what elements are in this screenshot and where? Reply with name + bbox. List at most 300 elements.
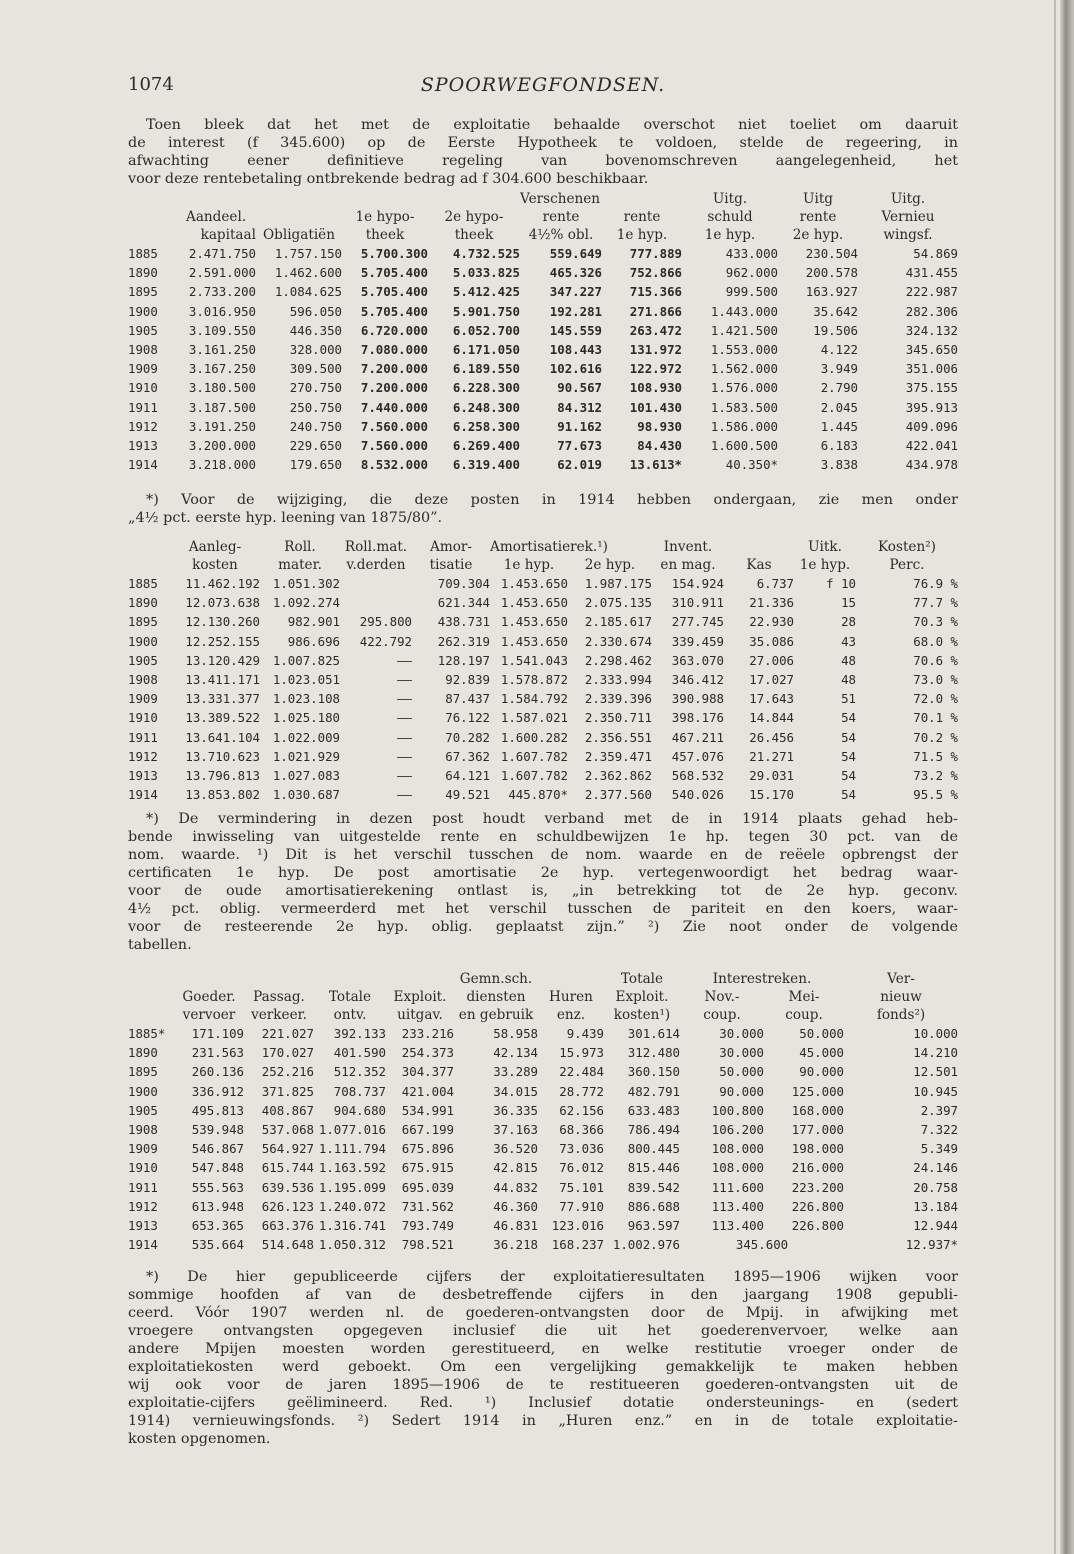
- table-cell: 667.199: [401, 1122, 454, 1138]
- table-header-row: [128, 1006, 958, 1024]
- column-header: Goeder.: [182, 989, 236, 1005]
- table-cell: 534.991: [401, 1102, 454, 1118]
- table-row: [128, 1158, 958, 1177]
- table-cell: 35.642: [813, 303, 858, 319]
- table-row: [128, 1235, 958, 1254]
- table-cell: 309.500: [289, 361, 342, 377]
- table-cell: 2.356.551: [584, 729, 652, 745]
- text-line: bende inwisseling van uitgestelde rente en schuldbewijzen 1e hp. tegen 30 pct. van de: [128, 829, 958, 845]
- column-header: uitgav.: [397, 1007, 443, 1023]
- table-cell: 5.705.400: [360, 303, 428, 319]
- table-cell: 28.772: [559, 1083, 604, 1099]
- table-cell: 798.521: [401, 1237, 454, 1253]
- column-header: kapitaal: [200, 227, 256, 243]
- table-body: [128, 244, 958, 474]
- table-cell: 1.462.600: [274, 265, 342, 281]
- column-header: 2e hyp.: [792, 227, 844, 243]
- column-header: Uitg.: [890, 191, 926, 207]
- table-cell: 168.000: [791, 1102, 845, 1118]
- table-cell: 30.000: [719, 1045, 764, 1061]
- year-cell: 1895: [128, 284, 158, 300]
- table-cell: 68.0 %: [913, 633, 958, 649]
- table-cell: 457.076: [671, 748, 724, 764]
- table-cell: ——: [397, 710, 412, 726]
- table-row: [128, 593, 958, 612]
- table-cell: 222.987: [905, 284, 958, 300]
- column-header: en mag.: [660, 557, 716, 573]
- text-line: *) Voor de wijziging, die deze posten in 1914 hebben ondergaan, zie men onder: [146, 492, 958, 508]
- table-cell: 1.023.051: [272, 672, 340, 688]
- table-cell: 708.737: [333, 1083, 386, 1099]
- table-cell: 1.240.072: [318, 1198, 386, 1214]
- text-line: exploitatie-cijfers geëlimineerd. Red. ¹) Inclusief dotatie ondersteunings- en (sedert: [128, 1395, 958, 1411]
- text-line: de interest (f 345.600) op de Eerste Hypotheek te voldoen, stelde de regeering, in: [128, 135, 958, 151]
- table-cell: 1.607.782: [500, 768, 568, 784]
- table-cell: 675.915: [401, 1160, 454, 1176]
- table-cell: 1.077.016: [318, 1122, 386, 1138]
- column-header: enz.: [556, 1007, 586, 1023]
- table-cell: 1.757.150: [274, 246, 342, 261]
- table-cell: 12.130.260: [185, 614, 260, 630]
- table-row: [128, 670, 958, 689]
- year-cell: 1905: [128, 322, 158, 338]
- table-cell: 777.889: [629, 246, 682, 261]
- year-cell: 1890: [128, 1045, 158, 1061]
- table-cell: 270.750: [289, 380, 342, 396]
- table-cell: 1.443.000: [710, 303, 778, 319]
- table-cell: 13.710.623: [185, 748, 260, 764]
- table-cell: 422.041: [905, 438, 958, 454]
- page-header: [128, 74, 958, 100]
- table-cell: 3.838: [820, 457, 858, 473]
- table-cell: 568.532: [671, 768, 724, 784]
- table-cell: 26.456: [749, 729, 794, 745]
- table-cell: 15: [841, 595, 856, 611]
- year-cell: 1909: [128, 1141, 158, 1157]
- table-header-row: [128, 538, 958, 556]
- table-row: [128, 359, 958, 378]
- table-cell: 95.5 %: [913, 787, 958, 803]
- table-cell: 125.000: [791, 1083, 845, 1099]
- table-cell: 76.9 %: [913, 576, 958, 591]
- year-cell: 1910: [128, 710, 158, 726]
- text-line: certificaten 1e hyp. De post amortisatie 2e hyp. vertegenwoordigt het bedrag waar-: [128, 865, 958, 881]
- table-cell: 128.197: [437, 652, 490, 668]
- table-cell: 1.021.929: [272, 748, 340, 764]
- table-row: [128, 766, 958, 785]
- table-cell: 33.289: [493, 1064, 538, 1080]
- table-cell: 19.506: [813, 322, 858, 338]
- table-cell: 346.412: [671, 672, 724, 688]
- table-row: [128, 1062, 958, 1081]
- table-cell: 72.0 %: [913, 691, 958, 707]
- table-cell: 7.560.000: [360, 438, 428, 454]
- column-header: Kosten²): [878, 539, 936, 555]
- table-cell: 1.022.009: [272, 729, 340, 745]
- table-cell: ——: [397, 787, 412, 803]
- table-row: [128, 612, 958, 631]
- table-cell: 70.282: [445, 729, 490, 745]
- table-cell: 438.731: [437, 614, 490, 630]
- table-cell: 90.000: [719, 1083, 764, 1099]
- table-cell: 793.749: [401, 1218, 454, 1234]
- table-cell: 1.002.976: [612, 1237, 680, 1253]
- table-cell: 21.336: [749, 595, 794, 611]
- table-cell: 421.004: [401, 1083, 454, 1099]
- year-cell: 1910: [128, 1160, 158, 1176]
- year-cell: 1908: [128, 342, 158, 358]
- column-header: Invent.: [663, 539, 713, 555]
- year-cell: 1911: [128, 399, 158, 415]
- table-cell: 17.027: [749, 672, 794, 688]
- table-cell: 49.521: [445, 787, 490, 803]
- table-cell: 540.026: [671, 787, 724, 803]
- table-cell: 559.649: [549, 246, 602, 261]
- table-cell: 2.350.711: [584, 710, 652, 726]
- footnote-table2: [128, 810, 958, 954]
- table-cell: ——: [397, 729, 412, 745]
- table-cell: 24.146: [913, 1160, 959, 1176]
- table-cell: 177.000: [791, 1122, 845, 1138]
- table-cell: 1.316.741: [318, 1218, 386, 1234]
- table-cell: 54: [841, 710, 856, 726]
- table-cell: 13.184: [913, 1198, 959, 1214]
- table-cell: 5.705.400: [360, 284, 428, 300]
- table-cell: 1.987.175: [584, 576, 652, 591]
- table-cell: 1.453.650: [500, 633, 568, 649]
- table-cell: 653.365: [191, 1218, 244, 1234]
- table-row: [128, 263, 958, 282]
- table-assets-amortisation: [128, 538, 958, 804]
- table-cell: 77.7 %: [913, 595, 958, 611]
- year-cell: 1895: [128, 614, 158, 630]
- table-cell: 168.237: [551, 1237, 604, 1253]
- text-line: andere Mpijen moesten worden gerestitueerd, en welke restitutie vroeger onder de: [128, 1341, 958, 1357]
- table-cell: 1.453.650: [500, 595, 568, 611]
- year-cell: 1913: [128, 438, 158, 454]
- table-cell: 7.560.000: [360, 418, 428, 434]
- column-header: kosten: [192, 557, 238, 573]
- table-row: [128, 1120, 958, 1139]
- table-cell: 48: [841, 652, 856, 668]
- table-cell: 260.136: [191, 1064, 244, 1080]
- column-header: Uitg.: [712, 191, 748, 207]
- year-cell: 1913: [128, 768, 158, 784]
- column-header: Aandeel.: [186, 209, 247, 225]
- table-cell: ——: [397, 748, 412, 764]
- table-cell: 6.248.300: [452, 399, 520, 415]
- table-cell: 4.732.525: [452, 246, 520, 261]
- table-cell: 2.339.396: [584, 691, 652, 707]
- table-cell: 6.183: [820, 438, 858, 454]
- table-cell: 2.185.617: [584, 614, 652, 630]
- table-cell: 27.006: [749, 652, 794, 668]
- table-row: [128, 1197, 958, 1216]
- column-header: Amor-: [430, 539, 472, 555]
- table-cell: 13.796.813: [185, 768, 260, 784]
- table-cell: 226.800: [791, 1218, 845, 1234]
- table-cell: 28: [841, 614, 856, 630]
- table-cell: 29.031: [749, 768, 794, 784]
- column-header: mater.: [278, 557, 322, 573]
- column-header: Exploit.: [393, 989, 447, 1005]
- table-cell: 982.901: [287, 614, 340, 630]
- table-cell: 76.012: [559, 1160, 604, 1176]
- table-cell: 108.000: [711, 1141, 764, 1157]
- table-cell: 546.867: [191, 1141, 244, 1157]
- table-cell: 231.563: [191, 1045, 244, 1061]
- table-cell: 6.171.050: [452, 342, 520, 358]
- table-row: [128, 1178, 958, 1197]
- table-cell: 37.163: [493, 1122, 538, 1138]
- column-header: fonds²): [876, 1007, 926, 1023]
- table-cell: 113.400: [711, 1218, 764, 1234]
- table-cell: 639.536: [261, 1179, 314, 1195]
- table-cell: 555.563: [191, 1179, 244, 1195]
- table-cell: 171.109: [191, 1026, 244, 1041]
- table-cell: 675.896: [401, 1141, 454, 1157]
- table-cell: 304.377: [401, 1064, 454, 1080]
- text-line: voor de oude amortisatierekening ontlast is, „in betrekking tot de 2e hyp. geconv.: [128, 883, 958, 899]
- table-cell: 1.111.794: [318, 1141, 386, 1157]
- table-row: [128, 1216, 958, 1235]
- table-cell: 48: [841, 672, 856, 688]
- text-line: tabellen.: [128, 937, 192, 953]
- column-header: 2e hypo-: [444, 209, 504, 225]
- table-cell: 7.440.000: [360, 399, 428, 415]
- table-header-row: [128, 190, 958, 208]
- table-cell: 434.978: [905, 457, 958, 473]
- table-cell: 1.600.282: [500, 729, 568, 745]
- table-cell: 615.744: [261, 1160, 314, 1176]
- table-cell: 252.216: [261, 1064, 314, 1080]
- table-cell: 15.973: [559, 1045, 604, 1061]
- table-cell: 216.000: [791, 1160, 845, 1176]
- table-cell: 904.680: [333, 1102, 386, 1118]
- table-cell: 7.200.000: [360, 361, 428, 377]
- table-cell: 13.411.171: [185, 672, 260, 688]
- table-cell: 4.122: [820, 342, 858, 358]
- table-cell: 3.191.250: [188, 418, 256, 434]
- table-cell: 1.163.592: [318, 1160, 386, 1176]
- text-line: nom. waarde. ¹) Dit is het verschil tusschen de nom. waarde en de reëele opbrengst der: [128, 847, 958, 863]
- table-cell: 108.000: [711, 1160, 764, 1176]
- table-cell: 50.000: [719, 1064, 764, 1080]
- table-cell: 324.132: [905, 322, 958, 338]
- year-cell: 1914: [128, 1237, 158, 1253]
- table-cell: 73.2 %: [913, 768, 958, 784]
- table-cell: 3.109.550: [188, 322, 256, 338]
- table-cell: 70.2 %: [913, 729, 958, 745]
- column-header: v.derden: [346, 557, 406, 573]
- table-header-row: [128, 970, 958, 988]
- table-cell: 731.562: [401, 1198, 454, 1214]
- table-cell: 100.800: [711, 1102, 764, 1118]
- table-row: [128, 417, 958, 436]
- table-row: [128, 1024, 958, 1043]
- column-header: diensten: [466, 989, 526, 1005]
- table-cell: 51: [841, 691, 856, 707]
- table-cell: 8.532.000: [360, 457, 428, 473]
- table-cell: 54: [841, 768, 856, 784]
- year-cell: 1885: [128, 246, 158, 261]
- column-header: Nov.-: [704, 989, 740, 1005]
- footnote-table3: [128, 1268, 958, 1448]
- table-cell: 564.927: [261, 1141, 314, 1157]
- table-cell: 36.335: [493, 1102, 538, 1118]
- column-header: Uitg: [803, 191, 833, 207]
- table-cell: 62.019: [557, 457, 602, 473]
- column-header: rente: [799, 209, 837, 225]
- text-line: kosten opgenomen.: [128, 1431, 271, 1447]
- table-cell: 537.068: [261, 1122, 314, 1138]
- table-cell: 13.331.377: [185, 691, 260, 707]
- table-cell: 7.080.000: [360, 342, 428, 358]
- column-header: wingsf.: [883, 227, 933, 243]
- table-cell: 91.162: [557, 418, 602, 434]
- running-head: SPOORWEGFONDSEN.: [420, 74, 666, 96]
- table-cell: 1.027.083: [272, 768, 340, 784]
- table-cell: 715.366: [629, 284, 682, 300]
- column-header: Aanleg-: [188, 539, 242, 555]
- table-cell: 3.161.250: [188, 342, 256, 358]
- table-cell: 1.421.500: [710, 322, 778, 338]
- year-cell: 1912: [128, 748, 158, 764]
- table-cell: 6.228.300: [452, 380, 520, 396]
- table-cell: 663.376: [261, 1218, 314, 1234]
- table-cell: 1.023.108: [272, 691, 340, 707]
- text-line: „4½ pct. eerste hyp. leening van 1875/80”.: [128, 510, 443, 526]
- year-cell: 1908: [128, 672, 158, 688]
- table-cell: 14.844: [749, 710, 794, 726]
- table-cell: 328.000: [289, 342, 342, 358]
- year-cell: 1890: [128, 265, 158, 281]
- year-cell: 1911: [128, 729, 158, 745]
- table-cell: 12.937*: [905, 1237, 959, 1253]
- table-cell: 102.616: [549, 361, 602, 377]
- year-cell: 1900: [128, 633, 158, 649]
- table-cell: 106.200: [711, 1122, 764, 1138]
- table-cell: 42.815: [493, 1160, 538, 1176]
- table-cell: 13.853.802: [185, 787, 260, 803]
- column-header: Totale: [328, 989, 372, 1005]
- table-cell: 596.050: [289, 303, 342, 319]
- table-cell: 1.586.000: [710, 418, 778, 434]
- table-cell: 12.073.638: [185, 595, 260, 611]
- table-cell: 1.562.000: [710, 361, 778, 377]
- table-cell: 44.832: [493, 1179, 538, 1195]
- table-cell: 2.075.135: [584, 595, 652, 611]
- table-cell: 76.122: [445, 710, 490, 726]
- table-cell: 2.591.000: [188, 265, 256, 281]
- table-cell: 12.501: [913, 1064, 959, 1080]
- table-cell: 1.583.500: [710, 399, 778, 415]
- table-cell: 90.000: [799, 1064, 845, 1080]
- table-cell: [340, 574, 412, 593]
- text-line: Toen bleek dat het met de exploitatie behaalde overschot niet toeliet om daaruit: [146, 117, 958, 133]
- table-cell: 230.504: [805, 246, 858, 261]
- table-cell: 282.306: [905, 303, 958, 319]
- table-cell: 108.930: [629, 380, 682, 396]
- text-line: ceerd. Vóór 1907 werden nl. de goederen-ontvangsten door de Mpij. in afwijking met: [128, 1305, 958, 1321]
- table-header-row: [128, 556, 958, 574]
- column-header: theek: [454, 227, 494, 243]
- table-row: [128, 1082, 958, 1101]
- column-header: schuld: [707, 209, 753, 225]
- table-cell: 43: [841, 633, 856, 649]
- table-cell: 250.750: [289, 399, 342, 415]
- column-header: en gebruik: [458, 1007, 534, 1023]
- year-cell: 1900: [128, 303, 158, 319]
- table-cell: 221.027: [261, 1026, 314, 1041]
- page-edge: [1060, 0, 1074, 1554]
- table-cell: 36.520: [493, 1141, 538, 1157]
- footnote-table1: [128, 491, 958, 527]
- table-cell: 71.5 %: [913, 748, 958, 764]
- table-cell: 1.584.792: [500, 691, 568, 707]
- table-cell: 10.945: [913, 1083, 959, 1099]
- column-header: 1e hypo-: [355, 209, 415, 225]
- text-line: 4½ pct. oblig. vermeerderd met het verschil tusschen de pariteit en den koers, waar-: [128, 901, 958, 917]
- year-cell: 1914: [128, 787, 158, 803]
- intro-paragraph: [128, 116, 958, 188]
- table-cell: 512.352: [333, 1064, 386, 1080]
- table-cell: 2.045: [820, 399, 858, 415]
- table-cell: 295.800: [359, 614, 412, 630]
- table-row: [128, 632, 958, 651]
- column-header: vervoer: [182, 1007, 236, 1023]
- table-cell: 1.578.872: [500, 672, 568, 688]
- column-header: Roll.: [284, 539, 316, 555]
- table-cell: 40.350*: [725, 457, 778, 473]
- table-cell: 113.400: [711, 1198, 764, 1214]
- table-cell: 179.650: [289, 457, 342, 473]
- table-cell: 70.6 %: [913, 652, 958, 668]
- table-cell: 5.412.425: [452, 284, 520, 300]
- year-cell: 1885*: [128, 1026, 166, 1041]
- text-line: vroegere ontvangsten opgegeven inclusief die uit het goederenvervoer, welke aan: [128, 1323, 958, 1339]
- table-cell: 92.839: [445, 672, 490, 688]
- table-cell: 14.210: [913, 1045, 959, 1061]
- table-cell: 3.218.000: [188, 457, 256, 473]
- column-header: 1e hyp.: [503, 557, 555, 573]
- table-cell: 1.453.650: [500, 576, 568, 591]
- table-cell: 13.120.429: [185, 652, 260, 668]
- table-cell: 467.211: [671, 729, 724, 745]
- table-cell: 839.542: [627, 1179, 680, 1195]
- table-cell: 1.607.782: [500, 748, 568, 764]
- table-cell: 6.258.300: [452, 418, 520, 434]
- table-cell: 123.016: [551, 1218, 604, 1234]
- table-cell: 6.269.400: [452, 438, 520, 454]
- table-header-row: [128, 988, 958, 1006]
- column-header: Vernieu: [881, 209, 935, 225]
- column-header: Perc.: [889, 557, 925, 573]
- table-cell: 446.350: [289, 322, 342, 338]
- column-header: 1e hyp.: [616, 227, 668, 243]
- column-header: Roll.mat.: [344, 539, 408, 555]
- table-cell: 198.000: [791, 1141, 845, 1157]
- column-header: verkeer.: [251, 1007, 307, 1023]
- table-cell: 6.052.700: [452, 322, 520, 338]
- table-cell: 886.688: [627, 1198, 680, 1214]
- table-cell: 84.312: [557, 399, 602, 415]
- table-cell: 360.150: [627, 1064, 680, 1080]
- table-cell: 200.578: [805, 265, 858, 281]
- table-row: [128, 378, 958, 397]
- table-cell: 786.494: [627, 1122, 680, 1138]
- table-cell: 345.650: [905, 342, 958, 358]
